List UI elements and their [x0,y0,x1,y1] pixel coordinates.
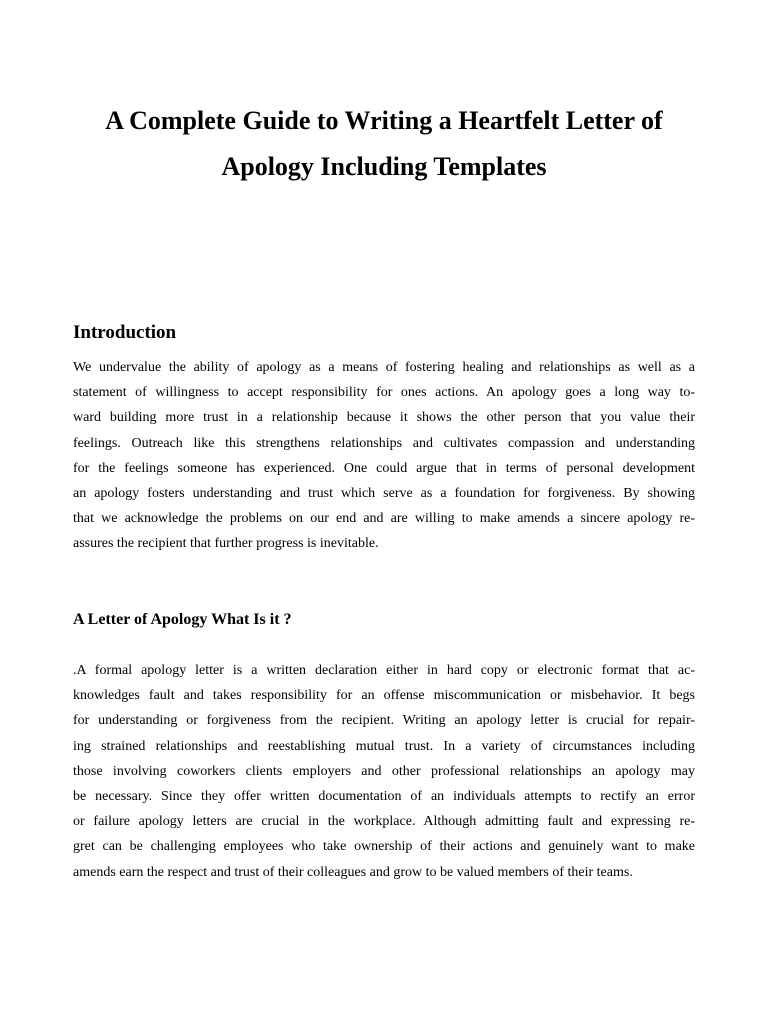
paragraph-line: gret can be challenging employees who take ownership of their actions and genuinely want to make [73,839,695,855]
paragraph-line: amends earn the respect and trust of their colleagues and grow to be valued members of their teams. [73,864,633,880]
letter-of-apology-paragraph [73,658,695,885]
paragraph-line: an apology fosters understanding and trust which serve as a foundation for forgiveness. By showing [73,485,695,501]
paragraph-line: ward building more trust in a relationship because it shows the other person that you value their [73,410,695,426]
document-title [60,98,708,190]
paragraph-line: statement of willingness to accept responsibility for ones actions. An apology goes a long way to- [73,385,695,401]
paragraph-line: that we acknowledge the problems on our end and are willing to make amends a sincere apology re- [73,511,695,527]
paragraph-line: be necessary. Since they offer written documentation of an individuals attempts to rectify an error [73,788,695,804]
paragraph-line: feelings. Outreach like this strengthens relationships and cultivates compassion and understanding [73,435,695,451]
section-heading-letter-of-apology: A Letter of Apology What Is it ? [73,611,292,628]
paragraph-line: knowledges fault and takes responsibility for an offense miscommunication or misbehavior. It begs [73,688,695,704]
section-heading-introduction: Introduction [73,322,177,343]
paragraph-line: assures the recipient that further progress is inevitable. [73,536,379,552]
document-title-line: A Complete Guide to Writing a Heartfelt Letter of [105,106,663,135]
paragraph-line: those involving coworkers clients employers and other professional relationships an apology may [73,763,695,779]
document-title-line: Apology Including Templates [221,152,547,181]
paragraph-line: We undervalue the ability of apology as a means of fostering healing and relationships as well as a [73,360,695,375]
paragraph-line: ing strained relationships and reestablishing mutual trust. In a variety of circumstances including [73,738,695,754]
introduction-paragraph [73,355,695,557]
paragraph-line: or failure apology letters are crucial in the workplace. Although admitting fault and expressing re- [73,814,695,830]
paragraph-line: .A formal apology letter is a written declaration either in hard copy or electronic format that ac- [73,663,695,678]
paragraph-line: for understanding or forgiveness from the recipient. Writing an apology letter is crucial for repair- [73,713,695,729]
paragraph-line: for the feelings someone has experienced. One could argue that in terms of personal development [73,460,695,476]
